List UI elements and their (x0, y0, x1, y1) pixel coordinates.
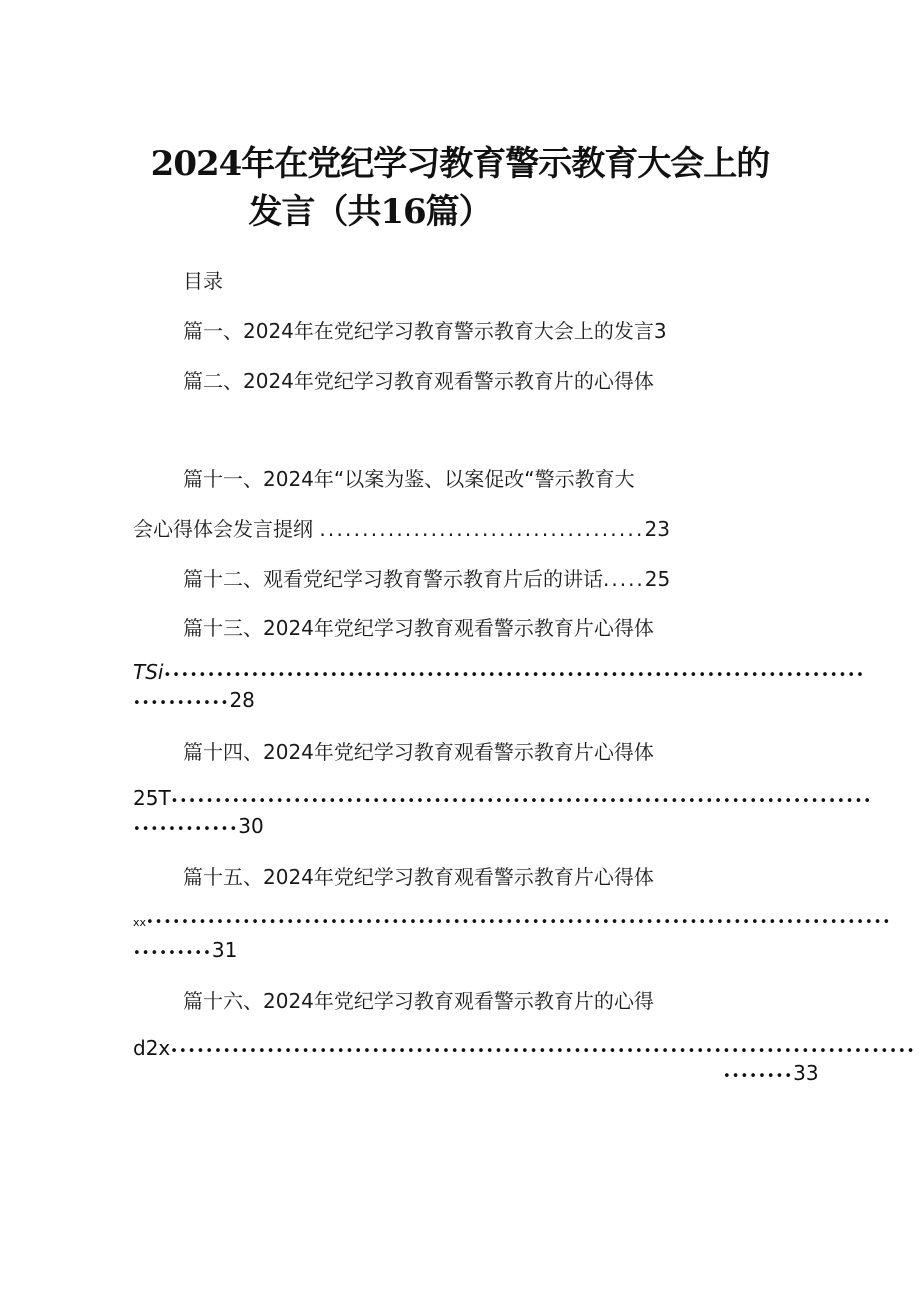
toc-entry-16-lead: d2x (133, 1036, 171, 1060)
toc-entry-16-bullets-2: •••••••• (723, 1069, 794, 1084)
toc-entry-14-line-1[interactable]: 篇十四、2024年党纪学习教育观看警示教育片心得体 (183, 740, 654, 764)
toc-entry-15-bullets: ••••••••••••••••••••••••••••••••••••••••••••••••••••••••••••••••••••••••••••••••••••• (146, 915, 892, 930)
toc-entry-11-page: 23 (644, 517, 670, 541)
toc-entry-12-text: 篇十二、观看党纪学习教育警示教育片后的讲话 (183, 567, 603, 591)
toc-entry-13-line-1[interactable]: 篇十三、2024年党纪学习教育观看警示教育片心得体 (183, 616, 654, 640)
toc-entry-15-leader-row (133, 913, 892, 933)
toc-entry-13-bullets-2: ••••••••••• (133, 696, 230, 711)
document-title-line-2: 发言（共16篇） (248, 192, 492, 232)
toc-entry-13-lead: TSi (133, 660, 164, 684)
document-title-line-1: 2024年在党纪学习教育警示教育大会上的 (150, 144, 770, 184)
toc-entry-11-text: 会心得体会发言提纲 (133, 517, 313, 541)
toc-entry-2[interactable]: 篇二、2024年党纪学习教育观看警示教育片的心得体 (183, 369, 654, 393)
toc-entry-13-leader-row (133, 660, 865, 686)
toc-entry-14-leader-row (133, 786, 873, 812)
toc-entry-14-page: 30 (238, 814, 264, 838)
toc-entry-11-leader-dots: ...................................... (319, 517, 645, 541)
toc-entry-16-page: 33 (793, 1061, 819, 1085)
toc-entry-15-page: 31 (211, 938, 238, 962)
toc-entry-15-line-1[interactable]: 篇十五、2024年党纪学习教育观看警示教育片心得体 (183, 865, 654, 889)
toc-entry-11-line-1[interactable]: 篇十一、2024年“以案为鉴、以案促改“警示教育大 (183, 467, 635, 491)
toc-entry-16-line-1[interactable]: 篇十六、2024年党纪学习教育观看警示教育片的心得 (183, 989, 654, 1013)
toc-entry-16-bullets: ••••••••••••••••••••••••••••••••••••••••••••••••••••••••••••••••••••••••••••••••••••• (170, 1044, 916, 1059)
toc-entry-14-leader-row-2 (133, 816, 264, 840)
toc-entry-12-page: 25 (644, 567, 671, 591)
toc-entry-15-leader-row-2 (133, 940, 237, 964)
toc-entry-12-leader-dots: ..... (603, 567, 645, 591)
toc-heading: 目录 (183, 269, 223, 293)
toc-entry-14-bullets: •••••••••••••••••••••••••••••••••••••••••••••••••••••••••••••••••••••••••••••••• (170, 794, 873, 809)
toc-entry-13-leader-row-2 (133, 690, 255, 714)
toc-entry-14-bullets-2: •••••••••••• (133, 822, 239, 837)
toc-entry-12[interactable] (183, 563, 670, 592)
toc-entry-16-leader-row (133, 1036, 916, 1062)
toc-entry-16-leader-row-2 (723, 1063, 819, 1087)
toc-entry-13-page: 28 (229, 688, 255, 712)
toc-entry-1[interactable]: 篇一、2024年在党纪学习教育警示教育大会上的发言3 (183, 319, 667, 343)
toc-entry-15-bullets-2: ••••••••• (133, 946, 212, 961)
toc-entry-15-lead: xx (133, 916, 147, 929)
toc-entry-11-line-2[interactable] (133, 513, 670, 542)
toc-entry-14-lead: 25T (133, 786, 171, 810)
toc-entry-13-bullets: •••••••••••••••••••••••••••••••••••••••••••••••••••••••••••••••••••••••••••••••• (163, 668, 865, 683)
